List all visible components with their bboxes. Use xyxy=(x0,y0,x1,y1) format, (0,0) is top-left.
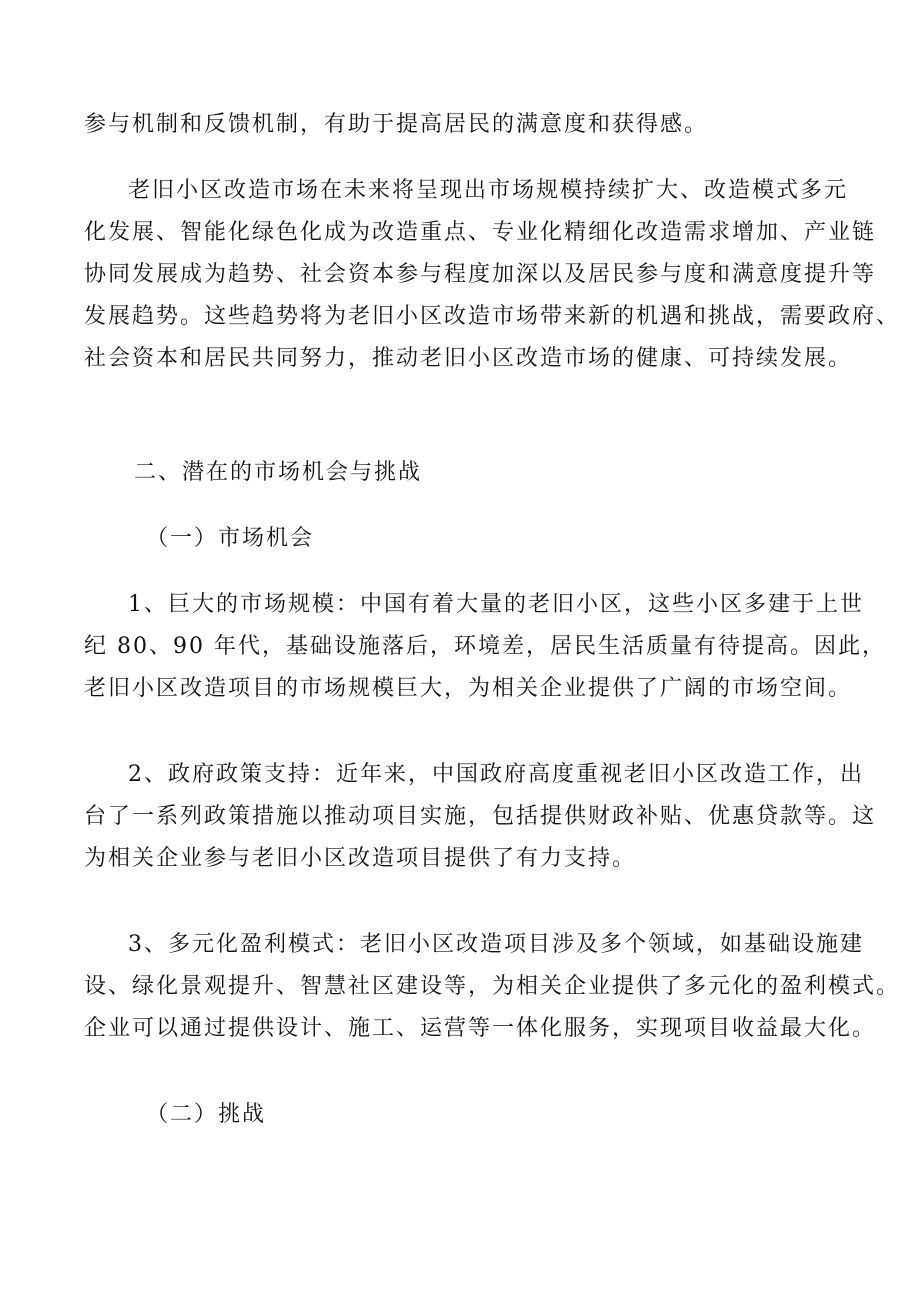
text-line: 老旧小区改造市场在未来将呈现出市场规模持续扩大、改造模式多元 xyxy=(128,178,849,203)
heading-text: 二、潜在的市场机会与挑战 xyxy=(134,460,423,485)
text-line: 企业可以通过提供设计、施工、运营等一体化服务，实现项目收益最大化。 xyxy=(84,1016,877,1041)
text-line: 为相关企业参与老旧小区改造项目提供了有力支持。 xyxy=(84,846,637,871)
paragraph-participation-feedback xyxy=(84,104,854,146)
text-line: 3、多元化盈利模式：老旧小区改造项目涉及多个领域，如基础设施建 xyxy=(128,932,864,957)
item-government-policy xyxy=(84,754,877,880)
subsection-heading-market-opportunities xyxy=(146,518,916,560)
text-line: 1、巨大的市场规模：中国有着大量的老旧小区，这些小区多建于上世 xyxy=(128,592,864,617)
text-line: 发展趋势。这些趋势将为老旧小区改造市场带来新的机遇和挑战，需要政府、 xyxy=(84,304,901,329)
text-line: 台了一系列政策措施以推动项目实施，包括提供财政补贴、优惠贷款等。这 xyxy=(84,804,877,829)
subsection-heading-challenges xyxy=(146,1094,916,1136)
item-profit-models xyxy=(84,924,901,1050)
item-market-scale xyxy=(84,584,886,710)
heading-text: （二）挑战 xyxy=(146,1102,267,1127)
text-line: 纪 80、90 年代，基础设施落后，环境差，居民生活质量有待提高。因此， xyxy=(84,634,886,659)
text-line: 2、政府政策支持：近年来，中国政府高度重视老旧小区改造工作，出 xyxy=(128,762,864,787)
text-line: 设、绿化景观提升、智慧社区建设等，为相关企业提供了多元化的盈利模式。 xyxy=(84,974,901,999)
text-line: 老旧小区改造项目的市场规模巨大，为相关企业提供了广阔的市场空间。 xyxy=(84,676,853,701)
text-line: 社会资本和居民共同努力，推动老旧小区改造市场的健康、可持续发展。 xyxy=(84,346,853,371)
section-heading-opportunities-challenges xyxy=(134,452,904,494)
text-line: 参与机制和反馈机制，有助于提高居民的满意度和获得感。 xyxy=(84,112,709,137)
text-line: 化发展、智能化绿色化成为改造重点、专业化精细化改造需求增加、产业链 xyxy=(84,220,877,245)
text-line: 协同发展成为趋势、社会资本参与程度加深以及居民参与度和满意度提升等 xyxy=(84,262,877,287)
heading-text: （一）市场机会 xyxy=(146,526,315,551)
paragraph-market-trends xyxy=(84,170,901,380)
